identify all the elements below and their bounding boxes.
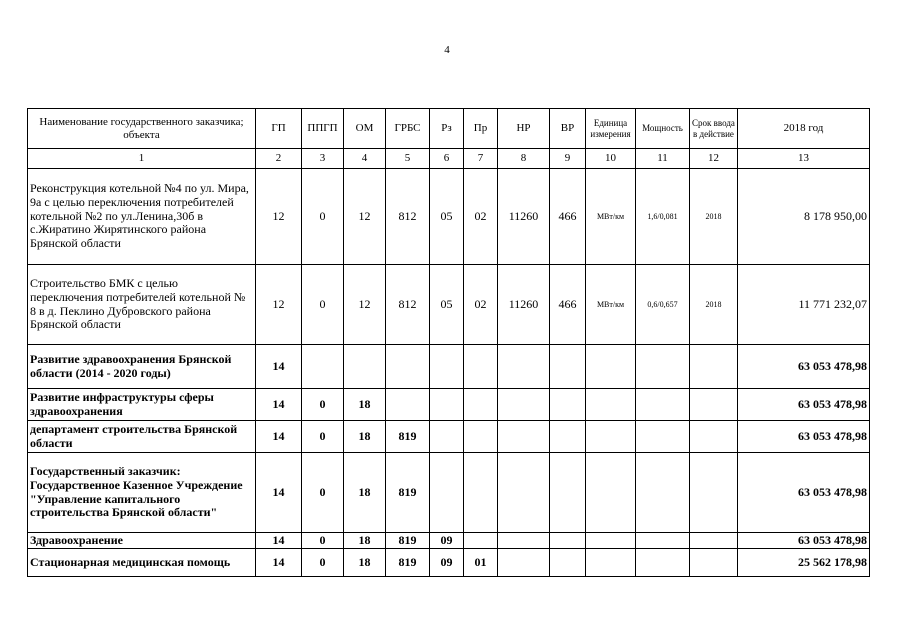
column-number: 3 <box>302 149 344 169</box>
vr-cell <box>550 345 586 389</box>
column-number: 1 <box>28 149 256 169</box>
ppgp-cell: 0 <box>302 421 344 453</box>
gp-cell: 14 <box>256 345 302 389</box>
pr-cell <box>464 345 498 389</box>
header-cell-term: Срок ввода в действие <box>690 109 738 149</box>
ppgp-cell: 0 <box>302 549 344 577</box>
grbs-cell: 819 <box>386 549 430 577</box>
om-cell: 12 <box>344 265 386 345</box>
rz-cell <box>430 453 464 533</box>
pr-cell: 02 <box>464 169 498 265</box>
grbs-cell: 812 <box>386 169 430 265</box>
unit-cell <box>586 549 636 577</box>
header-cell-vr: ВР <box>550 109 586 149</box>
column-number: 9 <box>550 149 586 169</box>
rz-cell: 05 <box>430 169 464 265</box>
table-row <box>28 389 870 421</box>
term-cell <box>690 453 738 533</box>
ppgp-cell: 0 <box>302 533 344 549</box>
header-row <box>28 109 870 149</box>
pr-cell: 02 <box>464 265 498 345</box>
power-cell: 1,6/0,081 <box>636 169 690 265</box>
rz-cell <box>430 421 464 453</box>
sum-cell: 63 053 478,98 <box>738 533 870 549</box>
column-number: 2 <box>256 149 302 169</box>
gp-cell: 14 <box>256 389 302 421</box>
nr-cell <box>498 345 550 389</box>
power-cell: 0,6/0,657 <box>636 265 690 345</box>
gp-cell: 14 <box>256 421 302 453</box>
header-cell-om: ОМ <box>344 109 386 149</box>
power-cell <box>636 453 690 533</box>
table-row <box>28 345 870 389</box>
nr-cell <box>498 549 550 577</box>
vr-cell: 466 <box>550 169 586 265</box>
header-cell-nr: НР <box>498 109 550 149</box>
column-number: 4 <box>344 149 386 169</box>
nr-cell <box>498 421 550 453</box>
rz-cell <box>430 345 464 389</box>
sum-cell: 8 178 950,00 <box>738 169 870 265</box>
term-cell <box>690 345 738 389</box>
budget-table <box>27 108 870 577</box>
object-name-cell: Государственный заказчик: Государственное Казенное Учреждение "Управление капитального строительства Брянской области" <box>28 453 256 533</box>
header-cell-power: Мощность <box>636 109 690 149</box>
header-cell-pr: Пр <box>464 109 498 149</box>
vr-cell <box>550 533 586 549</box>
nr-cell <box>498 453 550 533</box>
nr-cell: 11260 <box>498 169 550 265</box>
column-number: 10 <box>586 149 636 169</box>
pr-cell <box>464 389 498 421</box>
column-number: 8 <box>498 149 550 169</box>
grbs-cell <box>386 345 430 389</box>
rz-cell: 09 <box>430 533 464 549</box>
column-number: 12 <box>690 149 738 169</box>
column-number: 7 <box>464 149 498 169</box>
nr-cell <box>498 533 550 549</box>
sum-cell: 63 053 478,98 <box>738 389 870 421</box>
gp-cell: 14 <box>256 533 302 549</box>
vr-cell <box>550 421 586 453</box>
table-row <box>28 533 870 549</box>
unit-cell: МВт/км <box>586 169 636 265</box>
power-cell <box>636 421 690 453</box>
vr-cell <box>550 389 586 421</box>
unit-cell <box>586 421 636 453</box>
object-name-cell: Реконструкция котельной №4 по ул. Мира, 9а с целью переключения потребителей котельной №2 по ул.Ленина,30б в с.Жиратино Жирятинского района Брянской области <box>28 169 256 265</box>
sum-cell: 11 771 232,07 <box>738 265 870 345</box>
gp-cell: 12 <box>256 265 302 345</box>
sum-cell: 63 053 478,98 <box>738 421 870 453</box>
ppgp-cell: 0 <box>302 453 344 533</box>
pr-cell <box>464 453 498 533</box>
rz-cell <box>430 389 464 421</box>
gp-cell: 14 <box>256 549 302 577</box>
gp-cell: 14 <box>256 453 302 533</box>
vr-cell <box>550 453 586 533</box>
object-name-cell: Развитие инфраструктуры сферы здравоохранения <box>28 389 256 421</box>
grbs-cell: 812 <box>386 265 430 345</box>
table-row <box>28 453 870 533</box>
rz-cell: 09 <box>430 549 464 577</box>
header-cell-grbs: ГРБС <box>386 109 430 149</box>
grbs-cell: 819 <box>386 421 430 453</box>
header-cell-name: Наименование государственного заказчика; объекта <box>28 109 256 149</box>
term-cell: 2018 <box>690 169 738 265</box>
sum-cell: 25 562 178,98 <box>738 549 870 577</box>
pr-cell <box>464 533 498 549</box>
ppgp-cell: 0 <box>302 265 344 345</box>
object-name-cell: Стационарная медицинская помощь <box>28 549 256 577</box>
header-cell-ppgp: ППГП <box>302 109 344 149</box>
header-cell-year: 2018 год <box>738 109 870 149</box>
object-name-cell: Строительство БМК с целью переключения потребителей котельной № 8 в д. Пеклино Дубровского района Брянской области <box>28 265 256 345</box>
page-number: 4 <box>444 44 450 56</box>
table-row <box>28 169 870 265</box>
power-cell <box>636 345 690 389</box>
column-number: 13 <box>738 149 870 169</box>
gp-cell: 12 <box>256 169 302 265</box>
object-name-cell: Здравоохранение <box>28 533 256 549</box>
object-name-cell: департамент строительства Брянской области <box>28 421 256 453</box>
term-cell <box>690 421 738 453</box>
vr-cell: 466 <box>550 265 586 345</box>
ppgp-cell: 0 <box>302 169 344 265</box>
power-cell <box>636 389 690 421</box>
header-cell-unit: Единица измерения <box>586 109 636 149</box>
power-cell <box>636 549 690 577</box>
nr-cell: 11260 <box>498 265 550 345</box>
term-cell <box>690 549 738 577</box>
column-number: 6 <box>430 149 464 169</box>
om-cell: 18 <box>344 533 386 549</box>
column-number: 5 <box>386 149 430 169</box>
grbs-cell <box>386 389 430 421</box>
om-cell <box>344 345 386 389</box>
term-cell: 2018 <box>690 265 738 345</box>
ppgp-cell: 0 <box>302 389 344 421</box>
table-row <box>28 549 870 577</box>
unit-cell <box>586 389 636 421</box>
power-cell <box>636 533 690 549</box>
om-cell: 18 <box>344 453 386 533</box>
nr-cell <box>498 389 550 421</box>
table-row <box>28 421 870 453</box>
sum-cell: 63 053 478,98 <box>738 345 870 389</box>
column-numbers-row <box>28 149 870 169</box>
om-cell: 18 <box>344 549 386 577</box>
unit-cell: МВт/км <box>586 265 636 345</box>
ppgp-cell <box>302 345 344 389</box>
om-cell: 12 <box>344 169 386 265</box>
rz-cell: 05 <box>430 265 464 345</box>
pr-cell: 01 <box>464 549 498 577</box>
object-name-cell: Развитие здравоохранения Брянской области (2014 - 2020 годы) <box>28 345 256 389</box>
om-cell: 18 <box>344 389 386 421</box>
column-number: 11 <box>636 149 690 169</box>
grbs-cell: 819 <box>386 533 430 549</box>
header-cell-gp: ГП <box>256 109 302 149</box>
vr-cell <box>550 549 586 577</box>
term-cell <box>690 389 738 421</box>
unit-cell <box>586 533 636 549</box>
header-cell-rz: Рз <box>430 109 464 149</box>
unit-cell <box>586 345 636 389</box>
om-cell: 18 <box>344 421 386 453</box>
table-row <box>28 265 870 345</box>
sum-cell: 63 053 478,98 <box>738 453 870 533</box>
term-cell <box>690 533 738 549</box>
unit-cell <box>586 453 636 533</box>
pr-cell <box>464 421 498 453</box>
grbs-cell: 819 <box>386 453 430 533</box>
